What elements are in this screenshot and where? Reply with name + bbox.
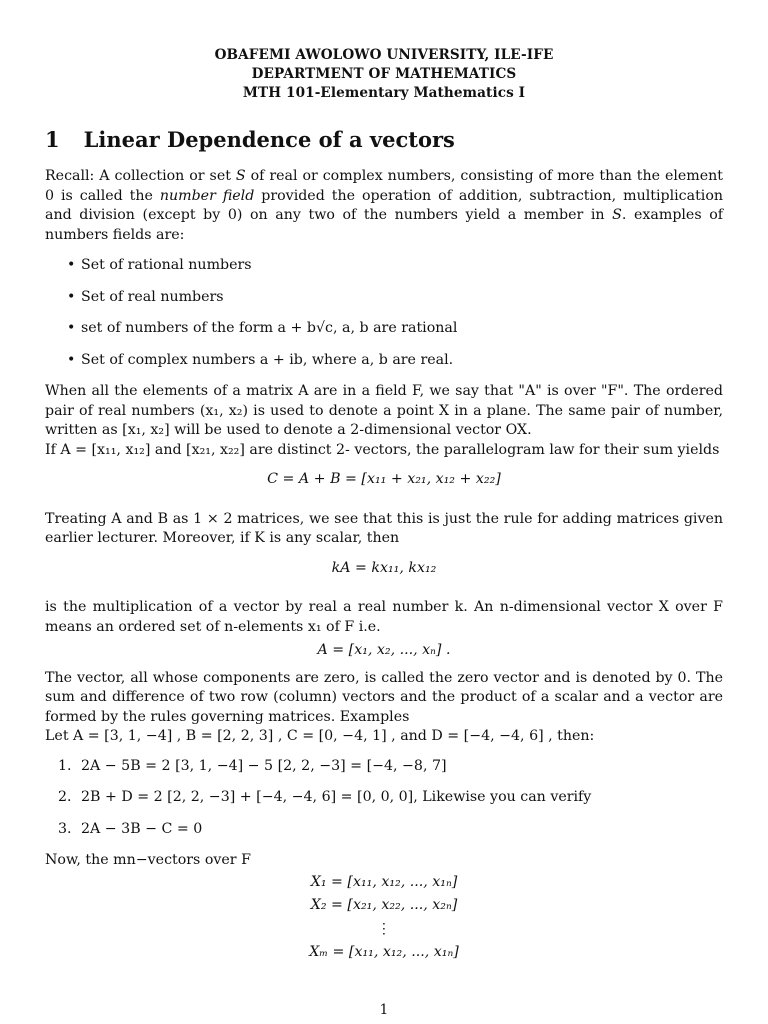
zero-vector-paragraph: The vector, all whose components are zero, is called the zero vector and is denoted by 0. The sum and difference of two row (column) vectors and the product of a scalar and a vector are formed by the rules governing matrices. Examples: [45, 669, 723, 725]
list-number: 3.: [58, 820, 72, 837]
number-field-term: number field: [159, 187, 255, 204]
course-title: MTH 101-Elementary Mathematics I: [242, 85, 526, 101]
intro-paragraph: [45, 167, 723, 245]
list-item: [45, 351, 723, 371]
list-item: [45, 757, 723, 777]
parallelogram-paragraph: If A = [x₁₁, x₁₂] and [x₂₁, x₂₂] are distinct 2- vectors, the parallelogram law for their sum yields: [45, 441, 720, 458]
intro-set-symbol-2: S: [612, 207, 622, 223]
section-number: 1: [45, 127, 60, 152]
list-item: [45, 319, 723, 339]
document-header: [45, 46, 723, 103]
number-fields-list: [45, 256, 723, 370]
matrix-field-paragraph: When all the elements of a matrix A are in a field F, we say that "A" is over "F". The ordered pair of real numbers (x₁, x₂) is used to denote a point X in a plane. The same pair of number, written as [x₁, x₂] will be used to denote a 2-dimensional vector OX.: [45, 383, 723, 438]
list-number: 2.: [58, 789, 72, 805]
intro-set-symbol: S: [235, 168, 246, 184]
document-page: [45, 46, 723, 967]
list-item: [45, 288, 723, 308]
list-number: 1.: [58, 757, 72, 774]
let-definitions: Let A = [3, 1, −4] , B = [2, 2, 3] , C = [0, −4, 1] , and D = [−4, −4, 6] , then:: [45, 728, 595, 744]
bullet-icon: •: [67, 351, 76, 368]
department-name: DEPARTMENT OF MATHEMATICS: [251, 66, 517, 82]
matrix-rule-paragraph: Treating A and B as 1 × 2 matrices, we see that this is just the rule for adding matrices given earlier lecturer. Moreover, if K is any scalar, then: [45, 510, 723, 546]
list-item-text: set of numbers of the form a + b√c, a, b are rational: [81, 320, 458, 336]
intro-text-d: . examples of numbers fields are:: [45, 207, 723, 243]
list-item-text: Set of real numbers: [81, 288, 224, 305]
intro-text-c: provided the operation of addition, subtraction, multiplication and division (except by 0) on any two of the numbers yield a member in: [45, 187, 723, 223]
university-name: OBAFEMI AWOLOWO UNIVERSITY, ILE-IFE: [214, 47, 554, 63]
list-item: [45, 788, 723, 808]
mn-vectors-paragraph: Now, the mn−vectors over F: [45, 852, 251, 868]
scalar-equation: kA = kx₁₁, kx₁₂: [331, 559, 437, 576]
example-text: 2B + D = 2 [2, 2, −3] + [−4, −4, 6] = [0, 0, 0], Likewise you can verify: [81, 789, 592, 805]
bullet-icon: •: [67, 320, 76, 336]
section-heading: [45, 127, 723, 153]
list-item: [45, 820, 723, 840]
vertical-dots: ⋮: [376, 920, 392, 937]
list-item: [45, 256, 723, 276]
list-item-text: Set of complex numbers a + ib, where a, b are real.: [81, 351, 454, 368]
sum-equation: C = A + B = [x₁₁ + x₂₁, x₁₂ + x₂₂]: [267, 471, 501, 487]
vector-x1: X₁ = [x₁₁, x₁₂, ..., x₁ₙ]: [310, 873, 458, 890]
example-text: 2A − 3B − C = 0: [81, 820, 203, 837]
section-title: Linear Dependence of a vectors: [83, 127, 455, 152]
examples-list: [45, 757, 723, 840]
vector-x2: X₂ = [x₂₁, x₂₂, ..., x₂ₙ]: [310, 897, 458, 913]
example-text: 2A − 5B = 2 [3, 1, −4] − 5 [2, 2, −3] = [−4, −8, 7]: [81, 757, 447, 774]
vector-xm: Xₘ = [x₁₁, x₁₂, ..., x₁ₙ]: [309, 944, 459, 960]
bullet-icon: •: [67, 288, 76, 305]
list-item-text: Set of rational numbers: [81, 257, 252, 273]
page-number: 1: [379, 1002, 389, 1018]
bullet-icon: •: [67, 257, 76, 273]
n-dimensional-paragraph: is the multiplication of a vector by real a real number k. An n-dimensional vector X over F means an ordered set of n-elements x₁ of F i.e.: [45, 599, 723, 635]
intro-text-a: Recall: A collection or set: [45, 168, 236, 184]
intro-text-b: of real or complex numbers, consisting of more than the element 0 is called the: [45, 168, 723, 204]
n-vector-equation: A = [x₁, x₂, ..., xₙ] .: [317, 642, 451, 658]
